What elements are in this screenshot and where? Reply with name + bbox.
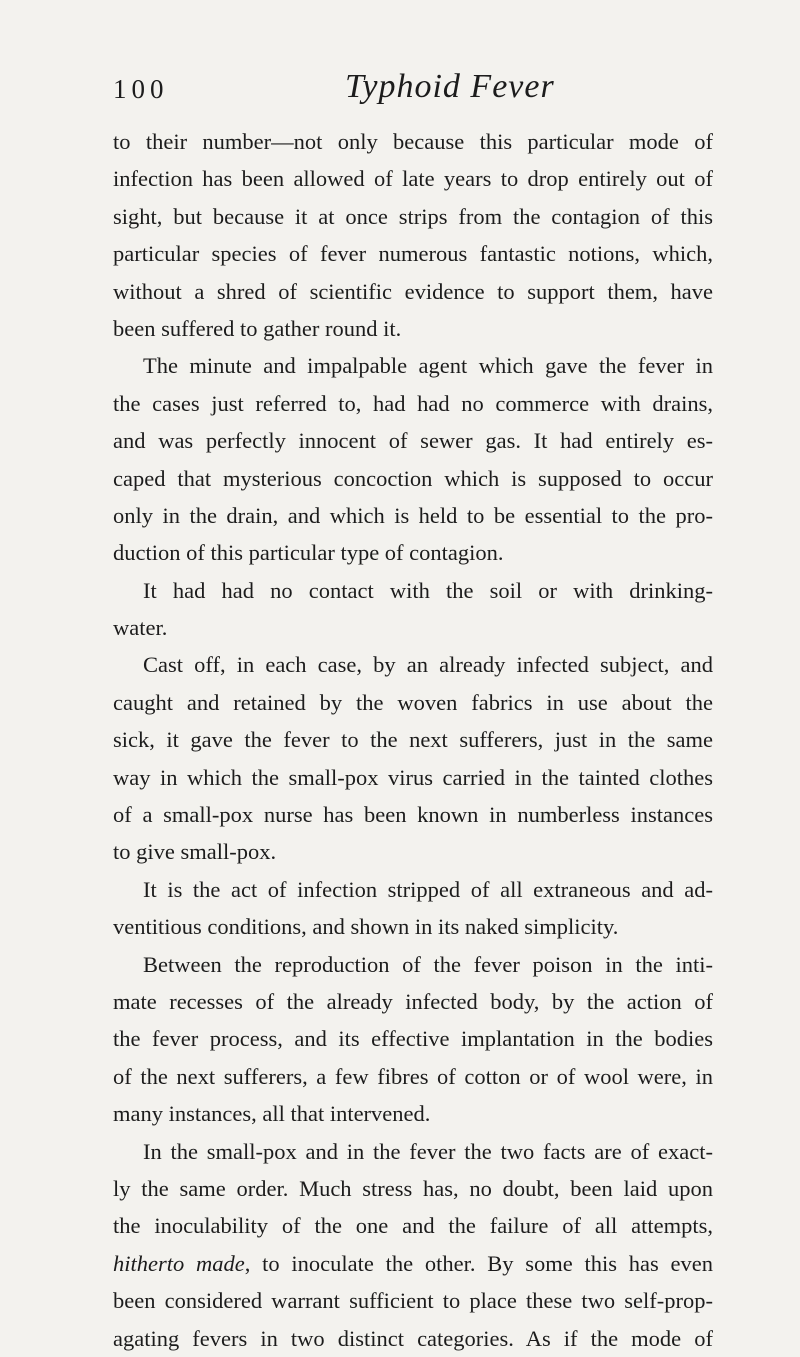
running-title: Typhoid Fever bbox=[345, 68, 555, 105]
text-line: way in which the small-pox virus carried in the tainted clothes bbox=[113, 764, 713, 790]
text-line: In the small-pox and in the fever the two facts are of exact- bbox=[143, 1138, 713, 1164]
text-line: the fever process, and its effective implantation in the bodies bbox=[113, 1026, 713, 1052]
text-line: without a shred of scientific evidence to support them, have bbox=[113, 278, 713, 304]
text-line: ventitious conditions, and shown in its naked simplicity. bbox=[113, 914, 619, 940]
page-number: 100 bbox=[113, 74, 169, 104]
text-line: the inoculability of the one and the failure of all attempts, bbox=[113, 1213, 713, 1239]
text-line: Cast off, in each case, by an already infected subject, and bbox=[143, 652, 713, 678]
text-line bbox=[113, 1245, 713, 1282]
text-line: It is the act of infection stripped of all extraneous and ad- bbox=[143, 876, 713, 902]
text-line: been considered warrant sufficient to place these two self-prop- bbox=[113, 1288, 713, 1314]
text-line: the cases just referred to, had had no commerce with drains, bbox=[113, 390, 713, 416]
text-line: to give small-pox. bbox=[113, 839, 277, 865]
text-line: of a small-pox nurse has been known in numberless instances bbox=[113, 802, 713, 828]
text-line: particular species of fever numerous fantastic notions, which, bbox=[113, 241, 713, 267]
text-line: It had had no contact with the soil or with drinking- bbox=[143, 577, 713, 603]
text-line: sight, but because it at once strips from the contagion of this bbox=[113, 203, 713, 229]
text-line: The minute and impalpable agent which gave the fever in bbox=[143, 353, 713, 379]
text-line: duction of this particular type of contagion. bbox=[113, 540, 504, 566]
running-header bbox=[113, 64, 713, 112]
text-line: many instances, all that intervened. bbox=[113, 1101, 431, 1127]
text-line: Between the reproduction of the fever poison in the inti- bbox=[143, 951, 713, 977]
text-line: water. bbox=[113, 615, 168, 641]
italic-phrase: hitherto made bbox=[113, 1250, 245, 1276]
text-line: to their number—not only because this particular mode of bbox=[113, 129, 713, 154]
text-line: of the next sufferers, a few fibres of cotton or of wool were, in bbox=[113, 1063, 713, 1089]
text-line-rest: , to inoculate the other. By some this has even bbox=[244, 1250, 714, 1276]
text-line: mate recesses of the already infected body, by the action of bbox=[113, 988, 713, 1014]
text-line: caught and retained by the woven fabrics in use about the bbox=[113, 689, 713, 715]
text-line: agating fevers in two distinct categories. As if the mode of bbox=[113, 1325, 713, 1351]
text-line: sick, it gave the fever to the next sufferers, just in the same bbox=[113, 727, 713, 753]
text-line: caped that mysterious concoction which is supposed to occur bbox=[113, 465, 713, 491]
body-text bbox=[113, 123, 713, 1357]
text-line: been suffered to gather round it. bbox=[113, 315, 402, 341]
text-line: infection has been allowed of late years to drop entirely out of bbox=[113, 166, 713, 192]
text-line: ly the same order. Much stress has, no doubt, been laid upon bbox=[113, 1175, 713, 1201]
text-line: and was perfectly innocent of sewer gas. It had entirely es- bbox=[113, 428, 713, 454]
text-line: only in the drain, and which is held to be essential to the pro- bbox=[113, 502, 713, 528]
